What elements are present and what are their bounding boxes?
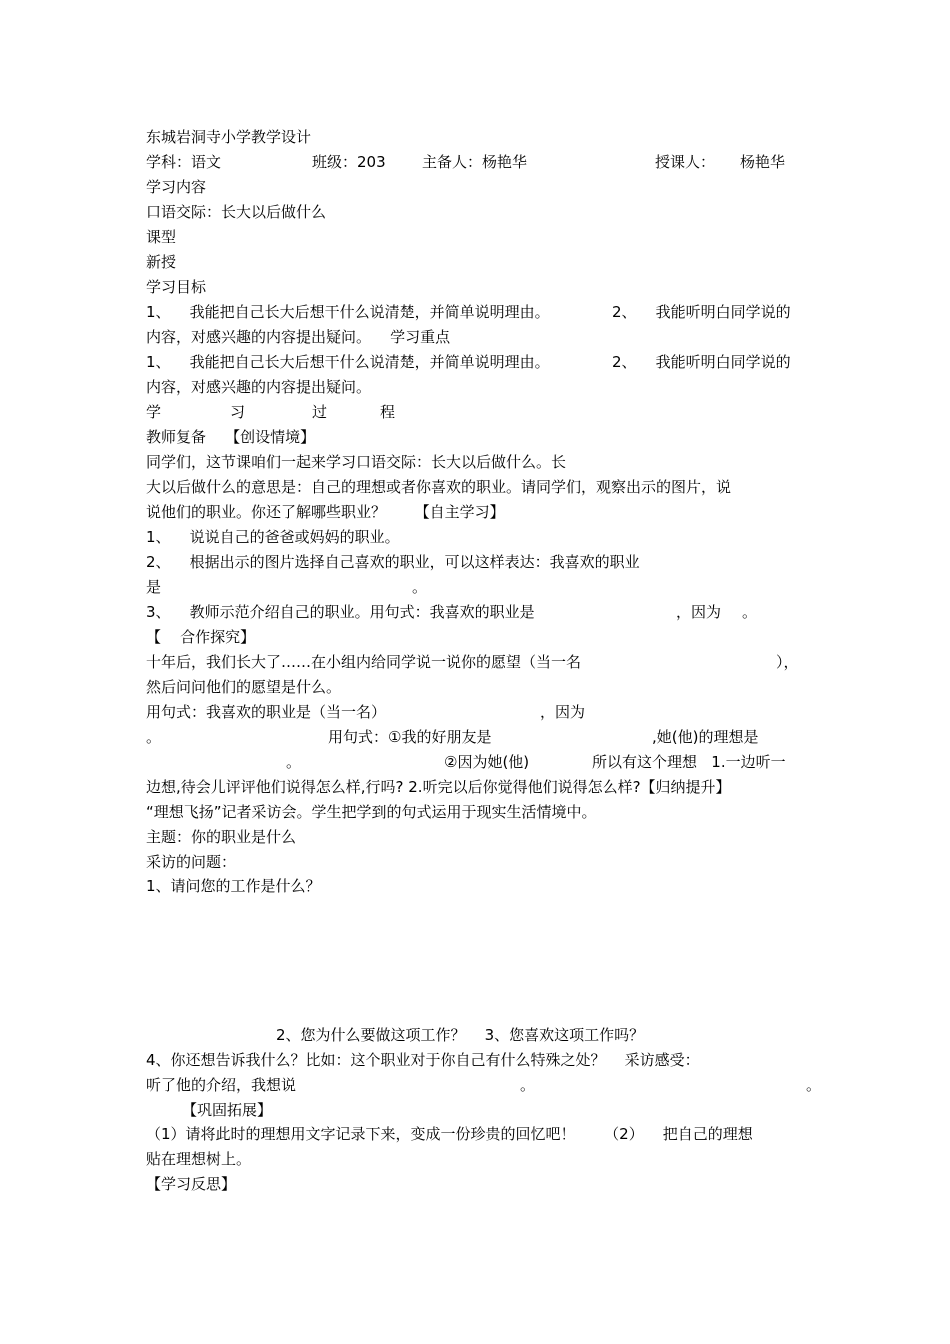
key-line-1: 1、 我能把自己长大后想干什么说清楚，并简单说明理由。 2、 我能听明白同学说的 xyxy=(146,353,791,371)
self-study-3: 3、 教师示范介绍自己的职业。用句式：我喜欢的职业是 ，因为 。 xyxy=(146,603,758,621)
cooperation-line-5: 。 ②因为她(他) 所以有这个理想 1.一边听一 xyxy=(286,753,786,771)
process-heading: 学 习 过 程 xyxy=(146,403,396,421)
subject-field: 学科：语文 xyxy=(146,153,222,171)
goals-line-1: 1、 我能把自己长大后想干什么说清楚，并简单说明理由。 2、 我能听明白同学说的 xyxy=(146,303,791,321)
teacher-name: 杨艳华 xyxy=(740,153,786,171)
teacher-label: 授课人： xyxy=(655,153,716,171)
cooperation-line-3: 用句式：我喜欢的职业是（当一名） ，因为 xyxy=(146,703,586,721)
cooperation-line-4: 。 用句式：①我的好朋友是 ,她(他)的理想是 xyxy=(146,728,759,746)
self-study-2-blank: 是 。 xyxy=(146,578,428,596)
header-info-row xyxy=(146,152,826,172)
class-field: 班级：203 xyxy=(312,153,386,171)
cooperation-line-1: 十年后，我们长大了……在小组内给同学说一说你的愿望（当一名 ）， xyxy=(146,653,799,671)
preparer-field: 主备人：杨艳华 xyxy=(422,153,528,171)
interview-feeling-line: 听了他的介绍，我想说 。 。 xyxy=(146,1076,822,1094)
